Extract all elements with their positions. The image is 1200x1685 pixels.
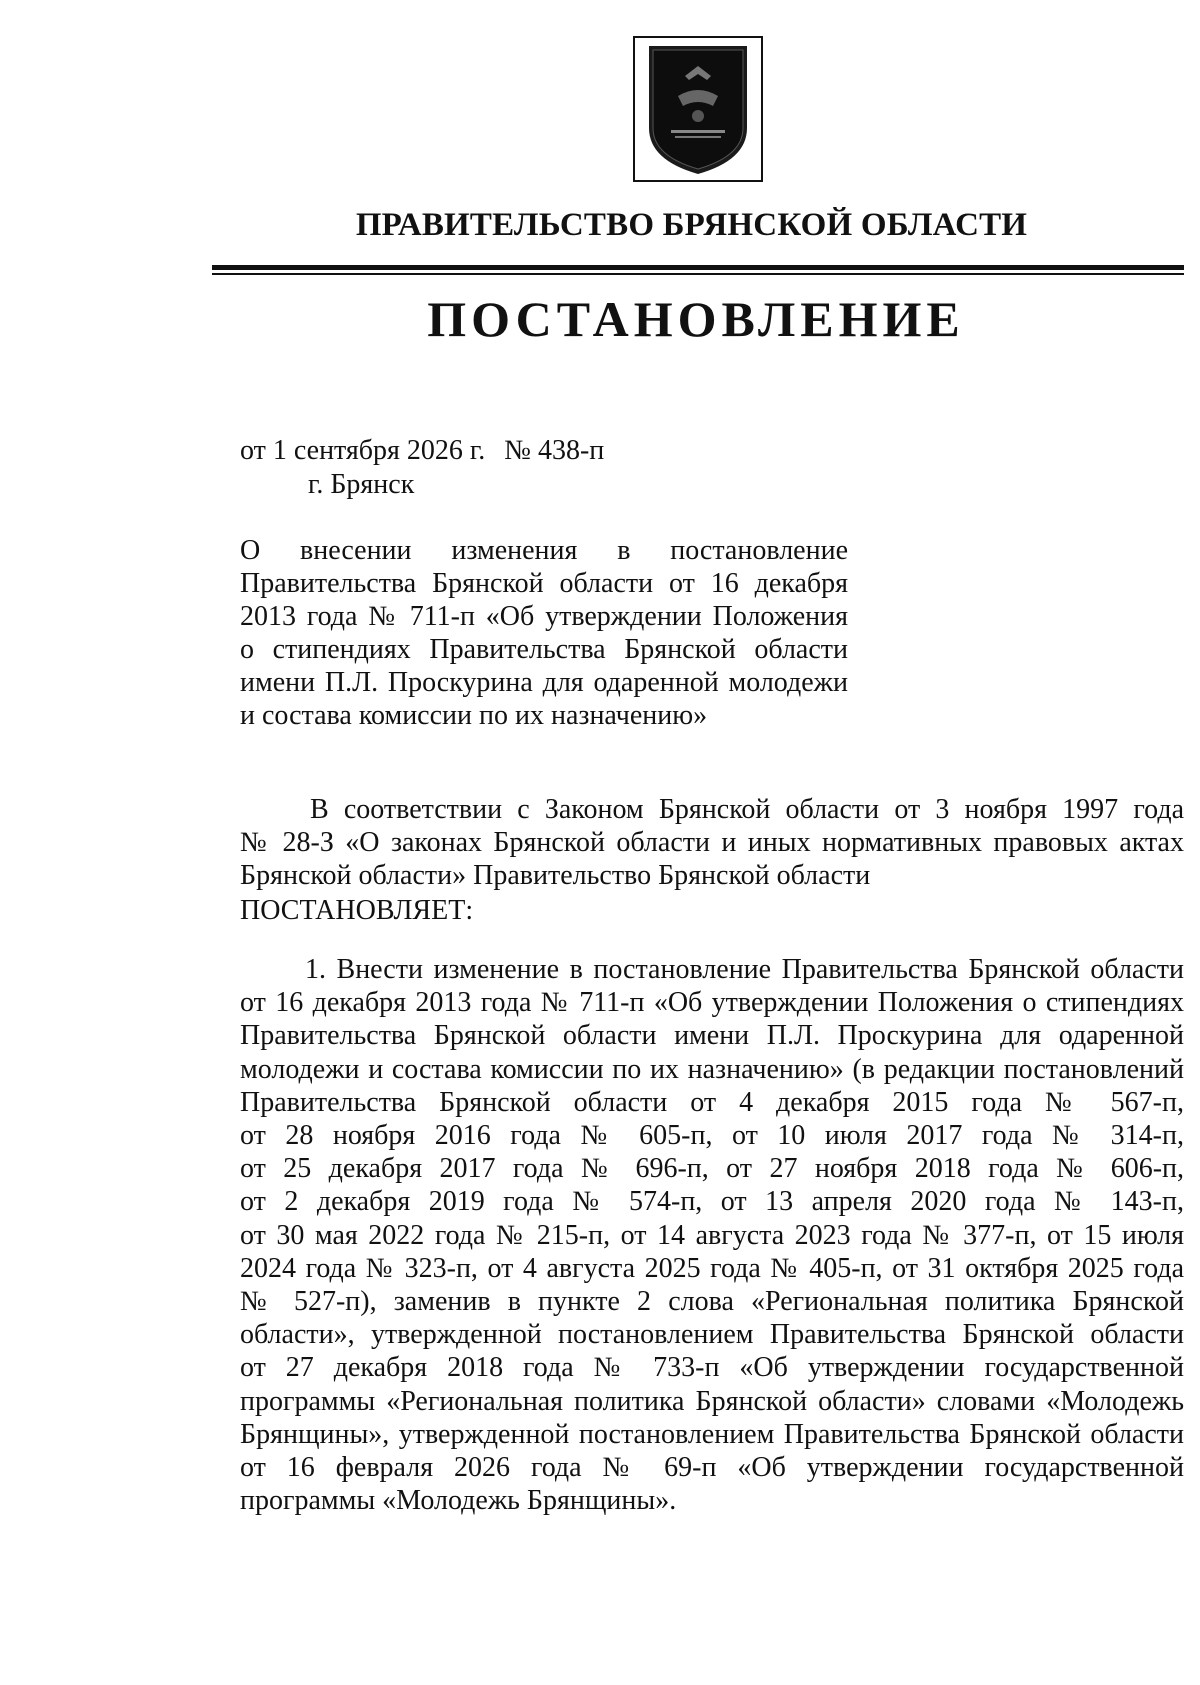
item-1-paragraph [240, 953, 1184, 1517]
document-number: 438-п [537, 435, 605, 466]
item-line: 1. Внести изменение в постановление Правительства Брянской области [305, 954, 1184, 985]
preamble-line: В соответствии с Законом Брянской области от 3 ноября 1997 года [310, 794, 1184, 825]
document-city: г. Брянск [308, 469, 415, 500]
preamble-paragraph [240, 793, 1184, 892]
item-line: от 25 декабря 2017 года № 696-п, от 27 ноября 2018 года № 606-п, [240, 1153, 1184, 1185]
item-line: 2024 года № 323-п, от 4 августа 2025 года № 405-п, от 31 октября 2025 года [240, 1252, 1184, 1284]
subject-line: О внесении изменения в постановление [240, 535, 848, 566]
item-line: от 28 ноября 2016 года № 605-п, от 10 июля 2017 года № 314-п, [240, 1120, 1184, 1152]
item-line: от 27 декабря 2018 года № 733-п «Об утверждении государственной [240, 1352, 1184, 1384]
preamble-line: № 28-З «О законах Брянской области и иных нормативных правовых актах [240, 827, 1184, 858]
item-line: программы «Молодежь Брянщины». [240, 1485, 677, 1517]
subject-line: о стипендиях Правительства Брянской области [240, 634, 848, 665]
number-sign: № [504, 435, 531, 466]
item-line: от 16 декабря 2013 года № 711-п «Об утверждении Положения о стипендиях [240, 987, 1184, 1019]
document-meta [240, 434, 604, 502]
subject-line: имени П.Л. Проскурина для одаренной молодежи [240, 667, 848, 698]
document-type-title: ПОСТАНОВЛЕНИЕ [427, 291, 965, 347]
item-line: Правительства Брянской области имени П.Л. Проскурина для одаренной [240, 1020, 1184, 1052]
subject-line: 2013 года № 711-п «Об утверждении Положения [240, 601, 848, 632]
preamble-line: Брянской области» Правительство Брянской области [240, 860, 871, 891]
item-line: Брянщины», утвержденной постановлением Правительства Брянской области [240, 1418, 1184, 1450]
resolve-word: ПОСТАНОВЛЯЕТ: [240, 895, 474, 926]
subject-line: Правительства Брянской области от 16 декабря [240, 568, 848, 599]
header-rule-thin [212, 273, 1184, 275]
item-line: Правительства Брянской области от 4 декабря 2015 года № 567-п, [240, 1086, 1184, 1118]
item-line: области», утвержденной постановлением Правительства Брянской области [240, 1319, 1184, 1351]
item-line: от 30 мая 2022 года № 215-п, от 14 августа 2023 года № 377-п, от 15 июля [240, 1219, 1184, 1251]
document-subject [240, 534, 848, 732]
coat-of-arms-emblem [633, 36, 763, 182]
document-date: от 1 сентября 2026 г. [240, 435, 486, 466]
item-line: от 2 декабря 2019 года № 574-п, от 13 апреля 2020 года № 143-п, [240, 1186, 1184, 1218]
government-title: ПРАВИТЕЛЬСТВО БРЯНСКОЙ ОБЛАСТИ [355, 207, 1028, 243]
item-line: № 527-п), заменив в пункте 2 слова «Региональная политика Брянской [240, 1286, 1184, 1318]
item-line: от 16 февраля 2026 года № 69-п «Об утверждении государственной [240, 1452, 1184, 1484]
subject-line: и состава комиссии по их назначению» [240, 700, 708, 731]
item-line: программы «Региональная политика Брянской области» словами «Молодежь [240, 1385, 1184, 1417]
item-line: молодежи и состава комиссии по их назначению» (в редакции постановлений [240, 1053, 1184, 1085]
header-rule-thick [212, 265, 1184, 270]
